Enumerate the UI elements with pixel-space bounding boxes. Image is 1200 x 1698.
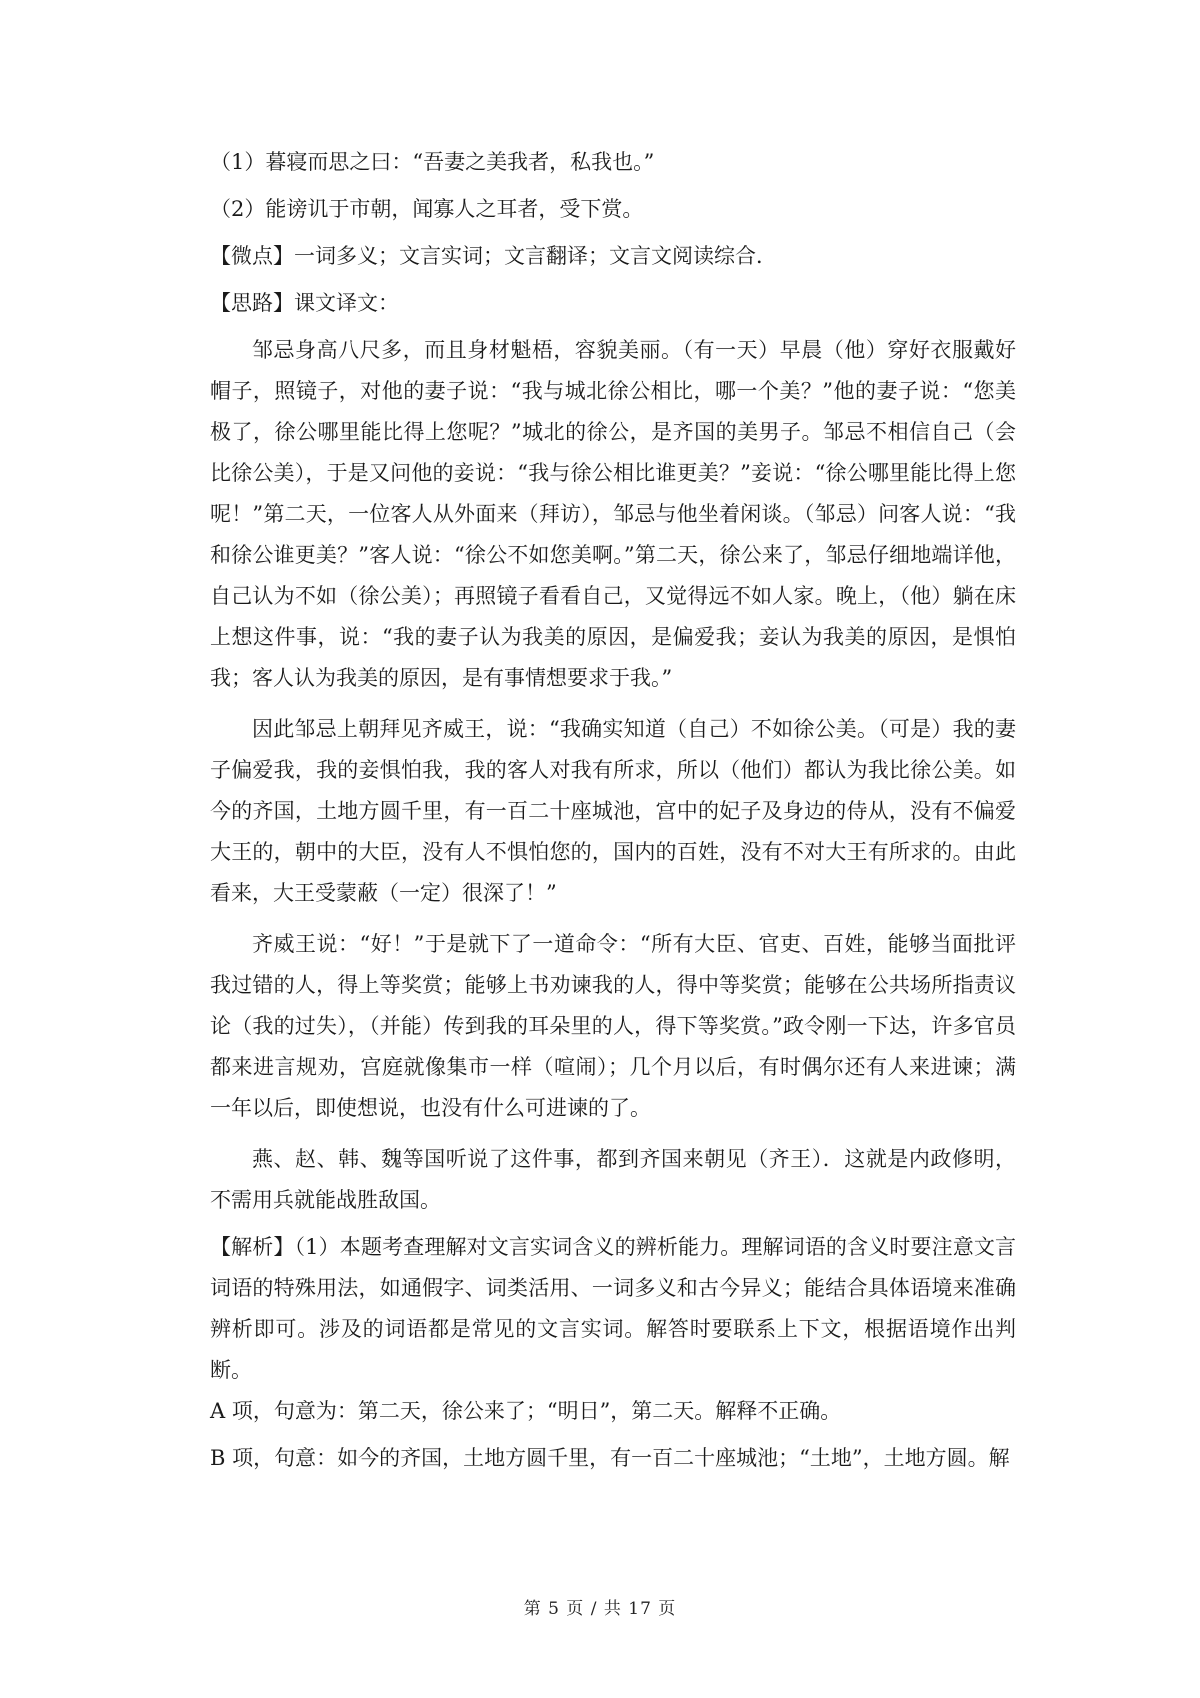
translation-paragraph-2: 因此邹忌上朝拜见齐威王，说：“我确实知道（自己）不如徐公美。（可是）我的妻子偏爱我，我的妾惧怕我，我的客人对我有所求，所以（他们）都认为我比徐公美。如今的齐国，土地方圆千里，有一百二十座城池，宫中的妃子及身边的侍从，没有不偏爱大王的，朝中的大臣，没有人不惧怕您的，国内的百姓，没有不对大王有所求的。由此看来，大王受蒙蔽（一定）很深了！” (210, 717, 1016, 905)
translation-paragraph-3: 齐威王说：“好！”于是就下了一道命令：“所有大臣、官吏、百姓，能够当面批评我过错的人，得上等奖赏；能够上书劝谏我的人，得中等奖赏；能够在公共场所指责议论（我的过失），（并能）传到我的耳朵里的人，得下等奖赏。”政令刚一下达，许多官员都来进言规劝，宫庭就像集市一样（喧闹）；几个月以后，有时偶尔还有人来进谏；满一年以后，即使想说，也没有什么可进谏的了。 (210, 932, 1016, 1120)
page-number-footer: 第 5 页 / 共 17 页 (523, 1599, 677, 1619)
translation-paragraph-1: 邹忌身高八尺多，而且身材魁梧，容貌美丽。（有一天）早晨（他）穿好衣服戴好 帽子，照镜子，对他的妻子说：“我与城北徐公相比，哪一个美？”他的妻子说：“您美极了，徐公哪里能比得上您呢？”城北的徐公，是齐国的美男子。邹忌不相信自己（会比徐公美），于是又问他的妾说：“我与徐公相比谁更美？”妾说：“徐公哪里能比得上您呢！”第二天，一位客人从外面来（拜访），邹忌与他坐着闲谈。（邹忌）问客人说：“我和徐公谁更美？”客人说：“徐公不如您美啊。”第二天，徐公来了，邹忌仔细地端详他，自己认为不如（徐公美）；再照镜子看看自己，又觉得远不如人家。晚上，（他）躺在床上想这件事，说：“我的妻子认为我美的原因，是偏爱我；妾认为我美的原因，是惧怕我；客人认为我美的原因，是有事情想要求于我。” (210, 338, 1016, 690)
question-2-text: （2）能谤讥于市朝，闻寡人之耳者，受下赏。 (210, 197, 644, 221)
translation-paragraph-4: 燕、赵、韩、魏等国听说了这件事，都到齐国来朝见（齐王）．这就是内政修明，不需用兵就能战胜敌国。 (210, 1147, 1016, 1212)
analysis-paragraph: 【解析】（1）本题考查理解对文言实词含义的辨析能力。理解词语的含义时要注意文言词语的特殊用法，如通假字、词类活用、一词多义和古今异义；能结合具体语境来准确辨析即可。涉及的词语都是常见的文言实词。解答时要联系上下文，根据语境作出判断。 (210, 1235, 1016, 1382)
question-1-text: （1）暮寝而思之曰：“吾妻之美我者，私我也。” (210, 150, 655, 174)
option-b-text: B 项，句意：如今的齐国，土地方圆千里，有一百二十座城池；“土地”，土地方圆。解 (210, 1446, 1010, 1470)
silu-line: 【思路】课文译文： (210, 291, 399, 315)
document-body (210, 142, 1016, 1479)
weidian-line: 【微点】一词多义；文言实词；文言翻译；文言文阅读综合． (210, 244, 777, 268)
option-a-text: A 项，句意为：第二天，徐公来了；“明日”，第二天。解释不正确。 (210, 1399, 842, 1423)
